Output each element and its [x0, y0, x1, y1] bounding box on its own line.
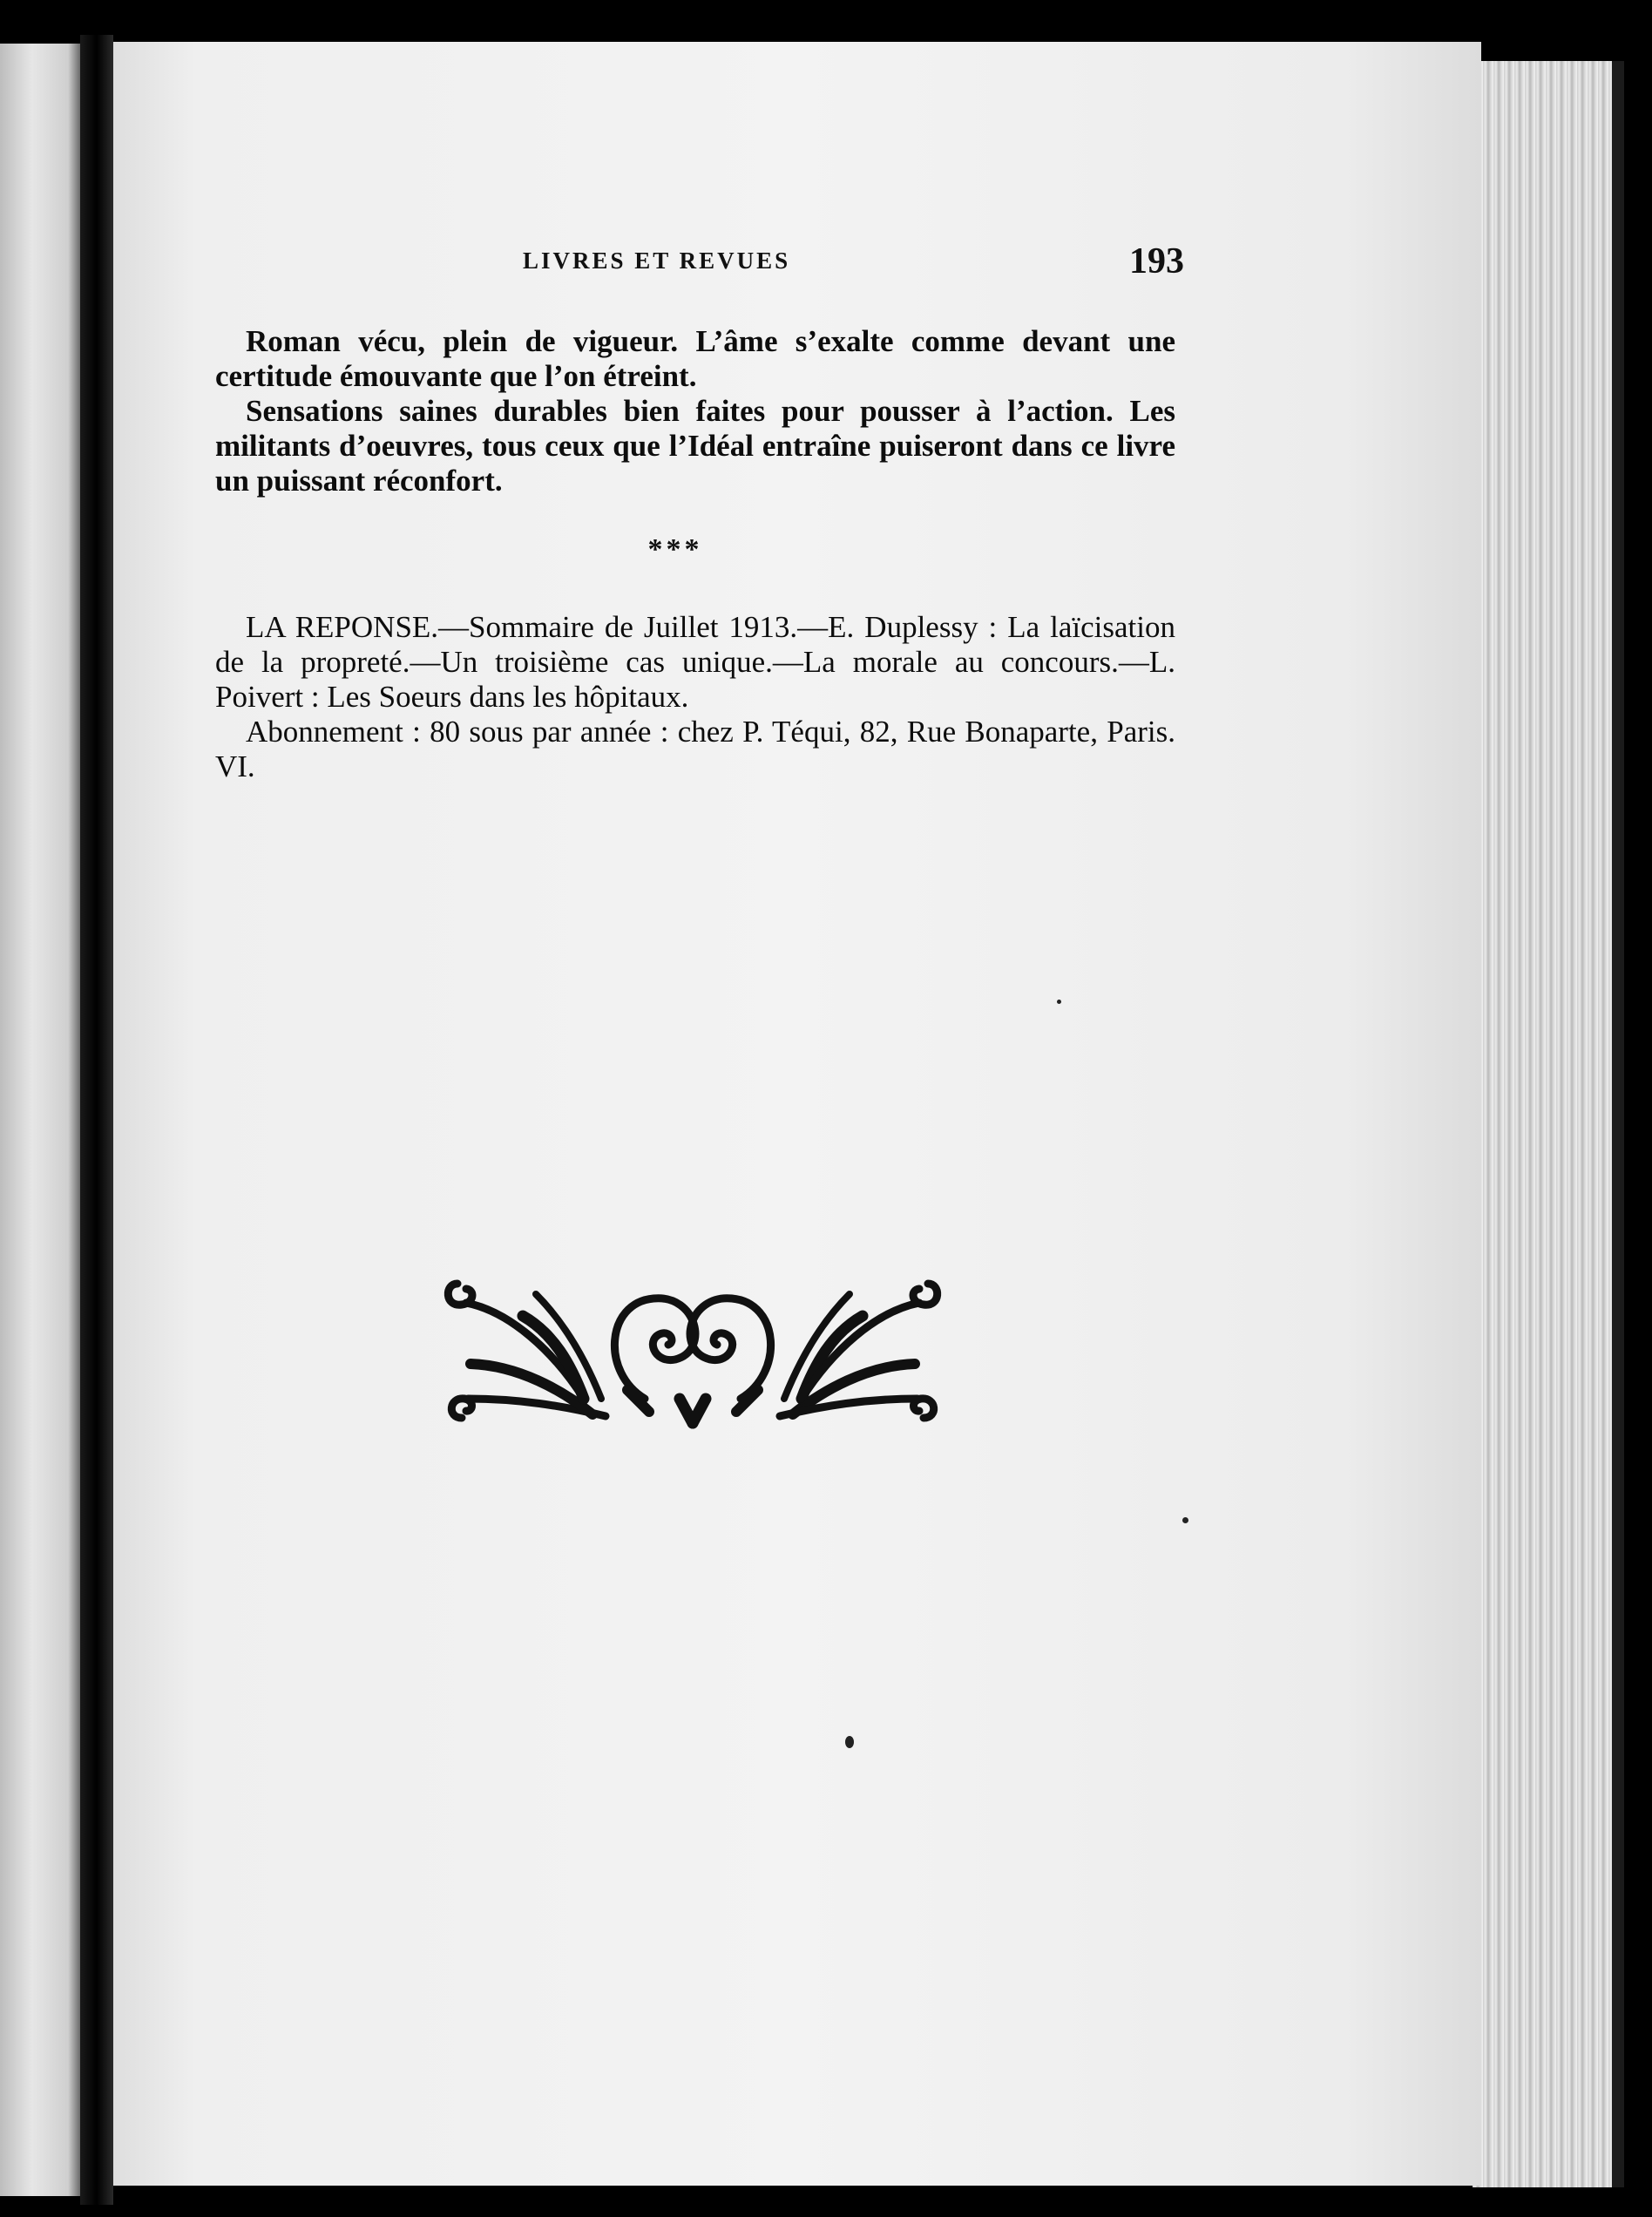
review-1-paragraph: Roman vécu, plein de vigueur. L’âme s’exalte comme devant une certitude émouvante que l’on étreint. — [215, 324, 1175, 393]
facing-page-edge — [0, 44, 80, 2196]
scan-speck — [1057, 1000, 1061, 1004]
page-edges-shadow — [1612, 61, 1624, 2187]
section-separator: *** — [647, 533, 703, 566]
review-2-paragraph: LA REPONSE.—Sommaire de Juillet 1913.—E. Duplessy : La laïcisation de la propreté.—Un troisième cas unique.—La morale au concours.—L. Poivert : Les Soeurs dans les hôpitaux. — [215, 610, 1175, 714]
scan-speck — [845, 1736, 854, 1748]
review-1-text — [215, 324, 1175, 498]
page-number: 193 — [1129, 241, 1184, 281]
scan-speck — [1182, 1517, 1188, 1523]
review-2-text — [215, 610, 1175, 784]
scroll-flourish-ornament-icon — [440, 1268, 945, 1438]
review-2-paragraph: Abonnement : 80 sous par année : chez P. Téqui, 82, Rue Bonaparte, Paris. VI. — [215, 715, 1175, 783]
review-1-paragraph: Sensations saines durables bien faites pour pousser à l’action. Les militants d’oeuvres, tous ceux que l’Idéal entraîne puiseront dans ce livre un puissant réconfort. — [215, 394, 1175, 498]
page-edges — [1473, 61, 1621, 2187]
book-gutter — [80, 35, 113, 2205]
running-head: LIVRES ET REVUES — [523, 247, 791, 274]
